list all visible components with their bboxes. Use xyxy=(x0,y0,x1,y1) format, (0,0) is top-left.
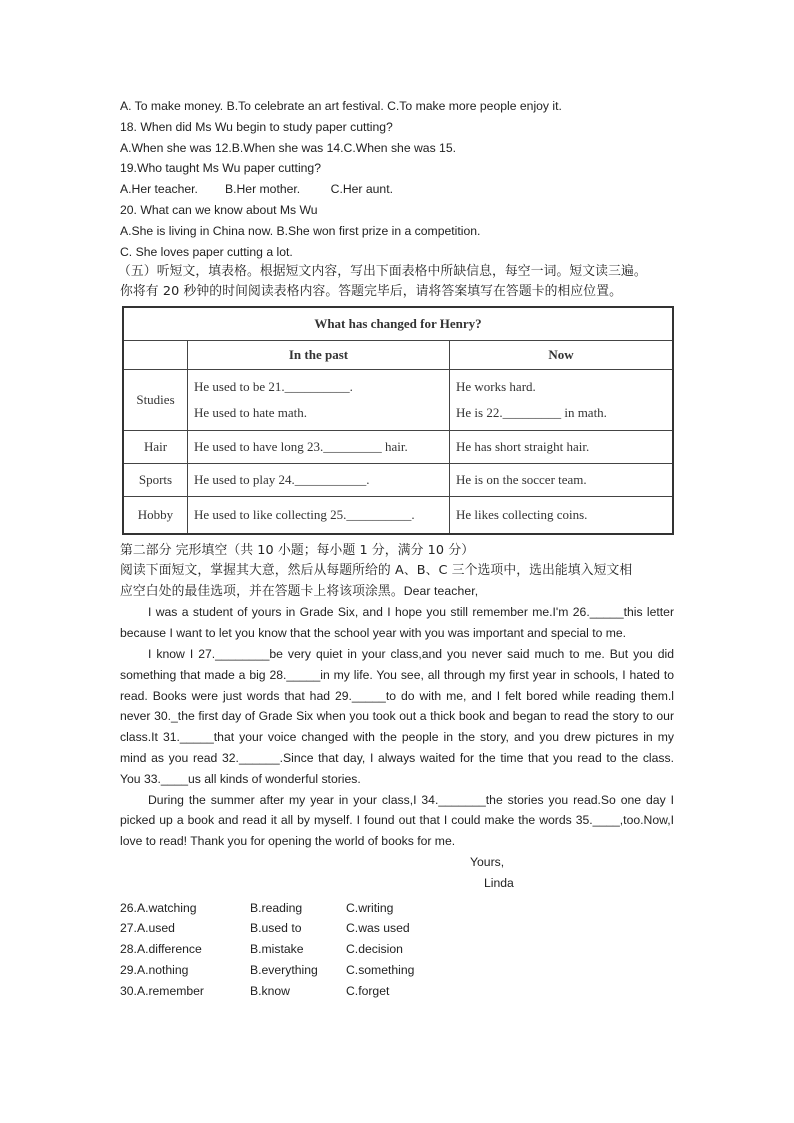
column-header-past: In the past xyxy=(188,341,450,370)
option-c: C.something xyxy=(346,962,415,977)
question-block-17-20 xyxy=(120,96,674,262)
cloze-options xyxy=(120,898,674,1002)
blank-23-text: He used to have long 23._________ hair. xyxy=(188,431,450,464)
option-a: 29.A.nothing xyxy=(120,962,189,977)
row-label-hair: Hair xyxy=(123,431,188,464)
exam-page xyxy=(120,96,674,1002)
part2-instruction-2-cn: 应空白处的最佳选项，并在答题卡上将该项涂黑。 xyxy=(120,584,404,600)
list-item xyxy=(120,981,674,1002)
cell-past xyxy=(188,370,450,431)
option-b: B.know xyxy=(250,983,290,998)
row-label-studies: Studies xyxy=(123,370,188,431)
list-item xyxy=(120,898,674,919)
answer-options-18: A.When she was 12.B.When she was 14.C.When she was 15. xyxy=(120,140,457,155)
table-row xyxy=(123,370,673,431)
question-20: 20. What can we know about Ms Wu xyxy=(120,202,318,217)
option-c: C.forget xyxy=(346,983,390,998)
row-label-hobby: Hobby xyxy=(123,497,188,535)
cell-text: He has short straight hair. xyxy=(450,431,674,464)
list-item xyxy=(120,960,674,981)
answer-options-17: A. To make money. B.To celebrate an art festival. C.To make more people enjoy it. xyxy=(120,99,562,113)
letter-paragraph-3: During the summer after my year in your class,I 34._______the stories you read.So one day I picked up a book and read it all by myself. I found out that I could make the words 35.____,too.Now,I love to read! Thank you for opening the world of books for me. xyxy=(120,792,674,849)
option-c: C.decision xyxy=(346,942,403,957)
blank-25-text: He used to like collecting 25.__________. xyxy=(188,497,450,535)
option-a: 26.A.watching xyxy=(120,900,197,915)
table-title: What has changed for Henry? xyxy=(123,307,673,341)
part2-instruction-1: 阅读下面短文，掌握其大意，然后从每题所给的 A、B、C 三个选项中，选出能填入短文相 xyxy=(120,563,633,579)
list-item xyxy=(120,918,674,939)
cell-text: He works hard. xyxy=(456,379,536,395)
section5-instruction-2: 你将有 20 秒钟的时间阅读表格内容。答题完毕后，请将答案填写在答题卡的相应位置。 xyxy=(120,284,623,300)
option-a: 27.A.used xyxy=(120,921,175,936)
table-row xyxy=(123,464,673,497)
column-header-now: Now xyxy=(450,341,674,370)
option-b: B.reading xyxy=(250,900,303,915)
part2-heading: 第二部分 完形填空（共 10 小题；每小题 1 分，满分 10 分） xyxy=(120,543,475,559)
section5-instruction-1: （五）听短文，填表格。根据短文内容，写出下面表格中所缺信息，每空一词。短文读三遍。 xyxy=(118,264,647,280)
blank-22-text: He is 22._________ in math. xyxy=(456,405,607,421)
table-corner xyxy=(123,341,188,370)
question-19: 19.Who taught Ms Wu paper cutting? xyxy=(120,161,321,176)
cell-text: He is on the soccer team. xyxy=(450,464,674,497)
list-item xyxy=(120,939,674,960)
letter-signature: Linda xyxy=(484,875,514,890)
cell-now xyxy=(450,370,674,431)
answer-options-20-c: C. She loves paper cutting a lot. xyxy=(120,244,293,259)
letter-paragraph-1: I was a student of yours in Grade Six, and I hope you still remember me.I'm 26._____this letter because I want to let you know that the school year with you was important and special to me. xyxy=(120,605,674,641)
option-a: 30.A.remember xyxy=(120,983,204,998)
answer-options-20-a-b: A.She is living in China now. B.She won first prize in a competition. xyxy=(120,223,481,238)
letter-closing: Yours, xyxy=(470,854,505,869)
row-label-sports: Sports xyxy=(123,464,188,497)
table-row xyxy=(123,497,673,535)
table-row xyxy=(123,431,673,464)
blank-21-text: He used to be 21.__________. xyxy=(194,379,353,395)
option-c: C.writing xyxy=(346,900,394,915)
option-a: 28.A.difference xyxy=(120,942,202,957)
henry-changes-table xyxy=(122,306,674,535)
answer-options-19: A.Her teacher. B.Her mother. C.Her aunt. xyxy=(120,182,393,197)
blank-24-text: He used to play 24.___________. xyxy=(188,464,450,497)
letter-paragraph-2: I know I 27.________be very quiet in your class,and you never said much to me. But you did something that made a big 28._____in my life. You see, all through my first year in schools, I hated to read. Books were just words that had 29._____to do with me, and I felt bored while reading them.l never 30._the first day of Grade Six when you took out a thick book and began to read the story to our class.It 31._____that your voice changed with the people in the story, and you drew pictures in my mind as you read 32.______.Since that day, I always waited for the time that you read to the class. You 33.____us all kinds of wonderful stories. xyxy=(120,646,674,786)
cell-text: He likes collecting coins. xyxy=(450,497,674,535)
option-b: B.everything xyxy=(250,962,318,977)
option-b: B.used to xyxy=(250,921,302,936)
question-18: 18. When did Ms Wu begin to study paper cutting? xyxy=(120,119,393,134)
option-b: B.mistake xyxy=(250,942,304,957)
part2-instruction-2 xyxy=(120,581,674,602)
cell-text: He used to hate math. xyxy=(194,405,307,421)
option-c: C.was used xyxy=(346,921,410,936)
letter-greeting: Dear teacher, xyxy=(403,584,479,599)
